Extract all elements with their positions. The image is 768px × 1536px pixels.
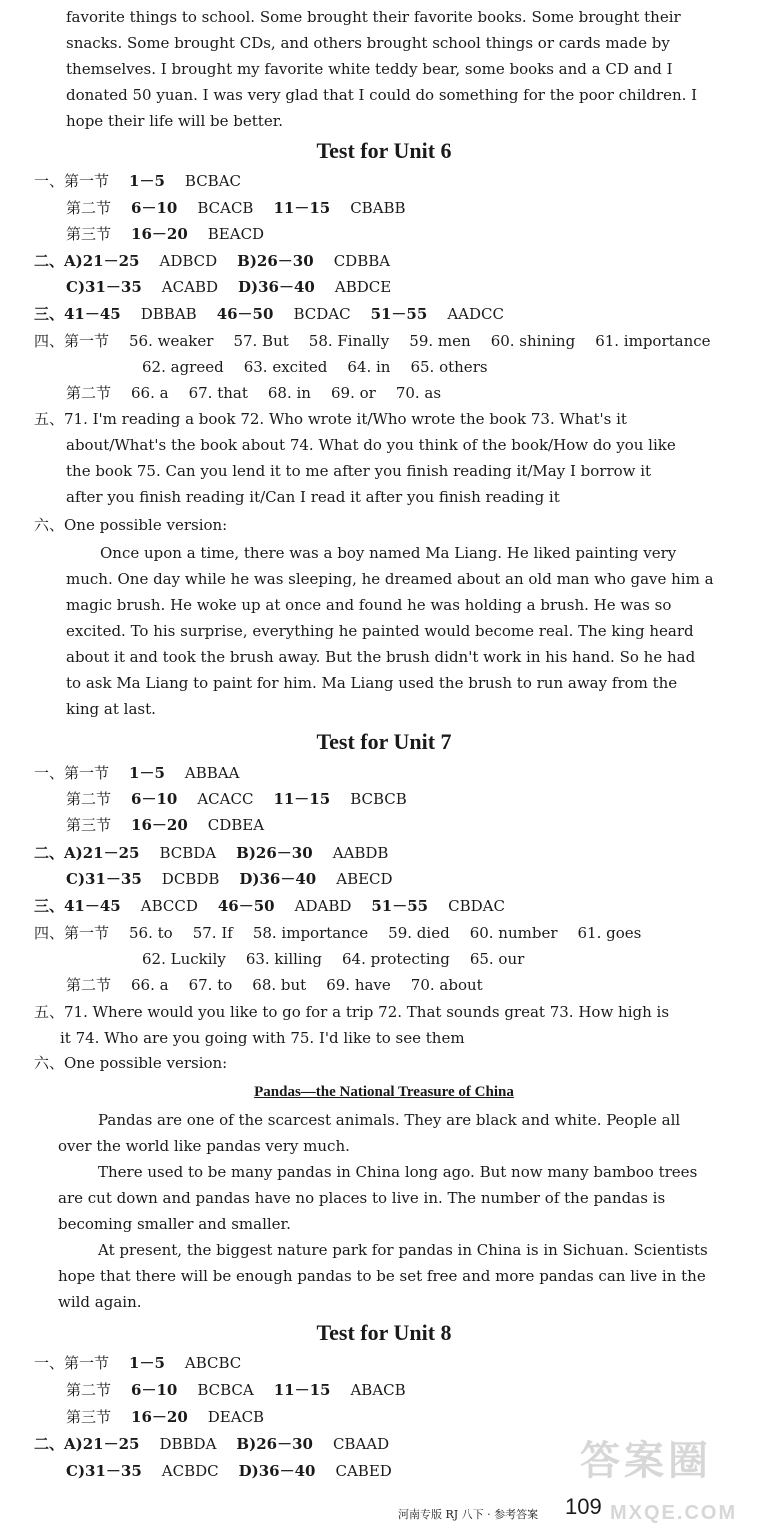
unit8-title: Test for Unit 8 [316, 1320, 452, 1345]
answer: 63. excited [243, 358, 328, 376]
answer: 68. in [267, 384, 311, 402]
u6-row1 [34, 168, 261, 194]
u7-row3 [66, 812, 284, 838]
text-line: 五、71. I'm reading a book 72. Who wrote it/Who wrote the book 73. What's it [34, 410, 627, 428]
intro-line: favorite things to school. Some brought their favorite books. Some brought their [66, 8, 681, 26]
text-line: it 74. Who are you going with 75. I'd like to see them [60, 1029, 465, 1047]
answer: 69. have [326, 976, 391, 994]
intro-line: snacks. Some brought CDs, and others brought school things or cards made by [66, 34, 670, 52]
section-label: 四、第一节 [34, 332, 110, 350]
text-line: the book 75. Can you lend it to me after you finish reading it/May I borrow it [66, 462, 652, 480]
answer: 69. or [330, 384, 376, 402]
answer: 57. But [233, 332, 289, 350]
answers: BCDAC [293, 305, 351, 323]
answer: 56. weaker [129, 332, 214, 350]
u7-essay-title: Pandas—the National Treasure of China [254, 1084, 514, 1100]
range: C)31－35 [66, 1462, 142, 1480]
section-label: 第二节 [66, 976, 112, 994]
range: 1－5 [129, 1354, 165, 1372]
section-label: 第二节 [66, 384, 112, 402]
answers: CDBBA [333, 252, 391, 270]
answers: ABDCE [334, 278, 392, 296]
answer: 62. agreed [142, 358, 224, 376]
section-label: 二、A)21－25 [34, 1435, 140, 1453]
essay-line: Once upon a time, there was a boy named Ma Liang. He liked painting very [100, 544, 677, 562]
answer: 67. to [188, 976, 233, 994]
answers: CBABB [350, 199, 406, 217]
answer: 63. killing [245, 950, 322, 968]
u6-row3 [66, 221, 284, 247]
intro-text [66, 4, 726, 134]
section-label: 二、A)21－25 [34, 252, 140, 270]
section-label: 第二节 [66, 1381, 112, 1399]
text-line: after you finish reading it/Can I read it after you finish reading it [66, 488, 560, 506]
watermark-main: 答案圈 [580, 1439, 712, 1483]
answer: 62. Luckily [142, 950, 226, 968]
answer: 66. a [131, 976, 169, 994]
range: 11－15 [273, 790, 331, 808]
answers: BCBDA [159, 844, 217, 862]
u6-row2 [66, 195, 426, 221]
essay-line: are cut down and pandas have no places to live in. The number of the pandas is [58, 1189, 666, 1207]
u7-row7 [34, 920, 661, 946]
watermark-logo [580, 1439, 758, 1528]
u7-row4 [34, 840, 408, 866]
answers: ADBCD [159, 252, 218, 270]
essay-line: to ask Ma Liang to paint for him. Ma Liang used the brush to run away from the [66, 674, 678, 692]
range: 46－50 [217, 897, 275, 915]
essay-line: excited. To his surprise, everything he painted would become real. The king heard [66, 622, 694, 640]
essay-line: about it and took the brush away. But the brush didn't work in his hand. So he had [66, 648, 696, 666]
section-label: 第三节 [66, 225, 112, 243]
answers: ACACC [197, 790, 254, 808]
answers: BEACD [207, 225, 265, 243]
answers: DBBDA [159, 1435, 217, 1453]
range: C)31－35 [66, 278, 142, 296]
section-label: 第三节 [66, 1408, 112, 1426]
answer: 57. If [192, 924, 233, 942]
section-label: 第二节 [66, 199, 112, 217]
answer: 67. that [188, 384, 248, 402]
answers: BCBAC [184, 172, 242, 190]
essay-line: much. One day while he was sleeping, he dreamed about an old man who gave him a [66, 570, 714, 588]
range: D)36－40 [238, 278, 315, 296]
range: 1－5 [129, 764, 165, 782]
u8-row2 [66, 1377, 426, 1403]
u6-row4 [34, 248, 410, 274]
u8-row3 [66, 1404, 284, 1430]
unit7-title: Test for Unit 7 [316, 729, 452, 754]
answer: 58. importance [252, 924, 369, 942]
essay-line: There used to be many pandas in China long ago. But now many bamboo trees [98, 1163, 698, 1181]
footer-label: 河南专版 RJ 八下 · 参考答案 [398, 1508, 539, 1521]
essay-line: over the world like pandas very much. [58, 1137, 350, 1155]
answer: 68. but [252, 976, 307, 994]
answer: 60. shining [490, 332, 576, 350]
answer: 58. Finally [308, 332, 390, 350]
u6-row6 [34, 301, 524, 327]
range: B)26－30 [237, 252, 314, 270]
answer: 61. goes [577, 924, 642, 942]
text-line: 五、71. Where would you like to go for a trip 72. That sounds great 73. How high is [34, 1003, 670, 1021]
answer: 64. protecting [341, 950, 450, 968]
section-label: 一、第一节 [34, 172, 110, 190]
answer: 64. in [347, 358, 391, 376]
answer: 70. as [395, 384, 442, 402]
answer: 59. died [388, 924, 450, 942]
essay-line: magic brush. He woke up at once and found he was holding a brush. He was so [66, 596, 672, 614]
range: B)26－30 [236, 1435, 313, 1453]
u7-row6 [34, 893, 525, 919]
u8-row1 [34, 1350, 261, 1376]
answer: 65. our [469, 950, 525, 968]
intro-line: hope their life will be better. [66, 112, 283, 130]
range: 11－15 [273, 199, 331, 217]
range: 16－20 [131, 1408, 188, 1426]
u8-row5 [66, 1458, 412, 1484]
answer: 66. a [131, 384, 169, 402]
u7-row8 [142, 946, 544, 972]
u7-section5 [34, 999, 726, 1051]
u6-section5 [34, 406, 726, 510]
u7-row1 [34, 760, 259, 786]
page-number: 109 [565, 1494, 602, 1519]
range: D)36－40 [238, 1462, 316, 1480]
answers: AADCC [447, 305, 504, 323]
answers: AABDB [332, 844, 389, 862]
u7-section6-label: 六、One possible version: [34, 1054, 228, 1072]
answers: CBAAD [332, 1435, 390, 1453]
u6-section6-label: 六、One possible version: [34, 516, 228, 534]
u7-row2 [66, 786, 427, 812]
section-label: 二、A)21－25 [34, 844, 140, 862]
answers: ABCBC [184, 1354, 242, 1372]
answer: 70. about [410, 976, 483, 994]
u6-row7 [34, 328, 731, 354]
answer: 56. to [129, 924, 173, 942]
answers: ABACB [350, 1381, 406, 1399]
section-label: 第二节 [66, 790, 112, 808]
unit6-title: Test for Unit 6 [316, 138, 452, 163]
answer: 61. importance [595, 332, 711, 350]
range: 6－10 [131, 790, 178, 808]
section-label: 三、41－45 [34, 305, 121, 323]
essay-line: Pandas are one of the scarcest animals. They are black and white. People all [98, 1111, 681, 1129]
watermark-url: MXQE.COM [610, 1502, 738, 1524]
section-label: 一、第一节 [34, 764, 110, 782]
essay-line: becoming smaller and smaller. [58, 1215, 291, 1233]
answers: ACBDC [161, 1462, 219, 1480]
section-label: 三、41－45 [34, 897, 121, 915]
range: 1－5 [129, 172, 165, 190]
answer: 65. others [410, 358, 488, 376]
u8-row4 [34, 1431, 409, 1457]
essay-line: king at last. [66, 700, 156, 718]
answer: 59. men [409, 332, 471, 350]
answers: BCACB [197, 199, 254, 217]
range: 51－55 [371, 897, 429, 915]
answer: 60. number [469, 924, 558, 942]
essay-line: wild again. [58, 1293, 142, 1311]
essay-line: hope that there will be enough pandas to be set free and more pandas can live in the [58, 1267, 706, 1285]
answers: DCBDB [161, 870, 220, 888]
answers: ADABD [294, 897, 352, 915]
range: B)26－30 [236, 844, 313, 862]
range: 6－10 [131, 1381, 178, 1399]
u7-essay [58, 1107, 710, 1315]
essay-line: At present, the biggest nature park for pandas in China is in Sichuan. Scientists [98, 1241, 708, 1259]
answers: CDBEA [207, 816, 265, 834]
range: 46－50 [216, 305, 274, 323]
intro-line: themselves. I brought my favorite white teddy bear, some books and a CD and I [66, 60, 673, 78]
u6-row9 [66, 380, 461, 406]
answers: CBDAC [448, 897, 505, 915]
answers: ABECD [336, 870, 393, 888]
answers: ABCCD [140, 897, 198, 915]
range: 16－20 [131, 225, 188, 243]
range: D)36－40 [239, 870, 317, 888]
answers: BCBCA [197, 1381, 254, 1399]
section-label: 第三节 [66, 816, 112, 834]
answers: BCBCB [350, 790, 407, 808]
text-line: about/What's the book about 74. What do you think of the book/How do you like [66, 436, 676, 454]
u7-row9 [66, 972, 503, 998]
section-label: 一、第一节 [34, 1354, 110, 1372]
section-label: 四、第一节 [34, 924, 110, 942]
range: 11－15 [273, 1381, 331, 1399]
u6-row8 [142, 354, 508, 380]
answers: ACABD [161, 278, 218, 296]
range: 16－20 [131, 816, 188, 834]
answers: CABED [335, 1462, 392, 1480]
range: 51－55 [370, 305, 428, 323]
u6-row5 [66, 274, 411, 300]
u6-essay [66, 540, 726, 722]
intro-line: donated 50 yuan. I was very glad that I could do something for the poor children. I [66, 86, 698, 104]
answers: ABBAA [184, 764, 240, 782]
answers: DBBAB [140, 305, 197, 323]
range: C)31－35 [66, 870, 142, 888]
answers: DEACB [207, 1408, 265, 1426]
u7-row5 [66, 866, 413, 892]
range: 6－10 [131, 199, 178, 217]
